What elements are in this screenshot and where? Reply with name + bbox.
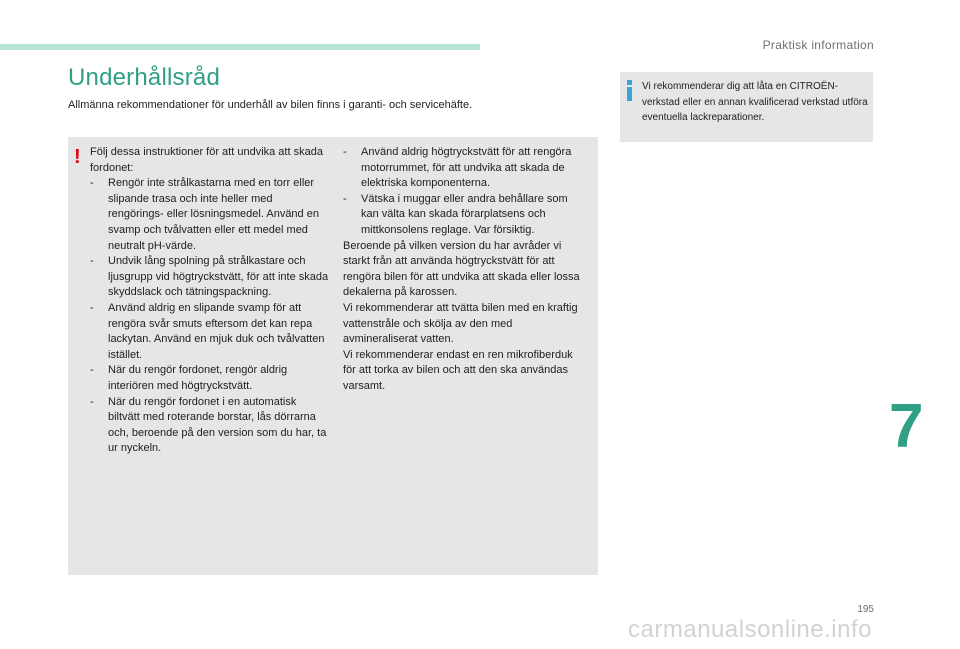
list-item-text: Rengör inte strålkastarna med en torr eller slipande trasa och inte heller med rengörings- eller lösningsmedel. Använd en svamp och tvålvatten eller ett medel med neutralt pH-värde. xyxy=(108,177,319,252)
info-icon-stem xyxy=(627,87,632,101)
bullet-dash: - xyxy=(90,395,94,408)
list-item xyxy=(90,176,330,254)
watermark: carmanualsonline.info xyxy=(628,616,872,643)
list-item xyxy=(343,145,583,192)
intro-text: Allmänna rekommendationer för underhåll av bilen finns i garanti- och servicehäfte. xyxy=(68,99,473,111)
info-icon xyxy=(627,80,633,102)
bullet-dash: - xyxy=(90,301,94,314)
warning-paragraph: Vi rekommenderar endast en ren mikrofiberduk för att torka av bilen och att den ska användas varsamt. xyxy=(343,348,573,392)
exclamation-icon: ! xyxy=(74,146,81,168)
warning-left-column xyxy=(90,145,330,457)
chapter-number: 7 xyxy=(889,392,924,461)
bullet-dash: - xyxy=(343,146,347,158)
warning-paragraph: Beroende på vilken version du har avråder vi starkt från att använda högtryckstvätt för att rengöra bilen för att undvika att skada eller lossa dekalerna på karossen. xyxy=(343,239,580,299)
list-item xyxy=(90,301,330,363)
bullet-dash: - xyxy=(90,255,94,268)
list-item xyxy=(90,254,330,301)
list-item-text: Undvik lång spolning på strålkastare och ljusgrupp vid högtryckstvätt, för att inte skada skyddslack och tätningspackning. xyxy=(108,255,329,299)
info-text: Vi rekommenderar dig att låta en CITROËN-verkstad eller en annan kvalificerad verkstad utföra eventuella lackreparationer. xyxy=(642,81,868,123)
warning-right-column xyxy=(343,145,583,395)
info-icon-dot xyxy=(627,80,632,85)
list-item-text: Vätska i muggar eller andra behållare som kan välta kan skada förarplatsens och mittkonsolens reglage. Var försiktig. xyxy=(361,192,568,236)
bullet-dash: - xyxy=(343,192,347,205)
warning-paragraph: Vi rekommenderar att tvätta bilen med en kraftig vattenstråle och skölja av den med avmineraliserat vatten. xyxy=(343,301,578,346)
page-heading: Underhållsråd xyxy=(68,64,221,91)
page-number: 195 xyxy=(857,604,874,615)
header-accent-bar xyxy=(0,44,480,50)
list-item-text: När du rengör fordonet, rengör aldrig interiören med högtryckstvätt. xyxy=(108,364,288,392)
bullet-dash: - xyxy=(90,177,94,190)
list-item-text: Använd aldrig högtryckstvätt för att rengöra motorrummet, för att undvika att skada de elektriska komponenterna. xyxy=(361,146,572,190)
list-item-text: Använd aldrig en slipande svamp för att rengöra svår smuts eftersom det kan repa lackytan. Använd en mjuk duk och tvålvatten istället. xyxy=(108,301,325,361)
list-item-text: När du rengör fordonet i en automatisk biltvätt med roterande borstar, lås dörrarna och, beroende på den version som du har, ta ur nyckeln. xyxy=(108,395,327,455)
list-item xyxy=(343,192,583,239)
warning-intro: Följ dessa instruktioner för att undvika att skada fordonet: xyxy=(90,146,323,174)
list-item xyxy=(90,363,330,394)
section-title: Praktisk information xyxy=(762,38,874,52)
list-item xyxy=(90,395,330,457)
bullet-dash: - xyxy=(90,364,94,377)
